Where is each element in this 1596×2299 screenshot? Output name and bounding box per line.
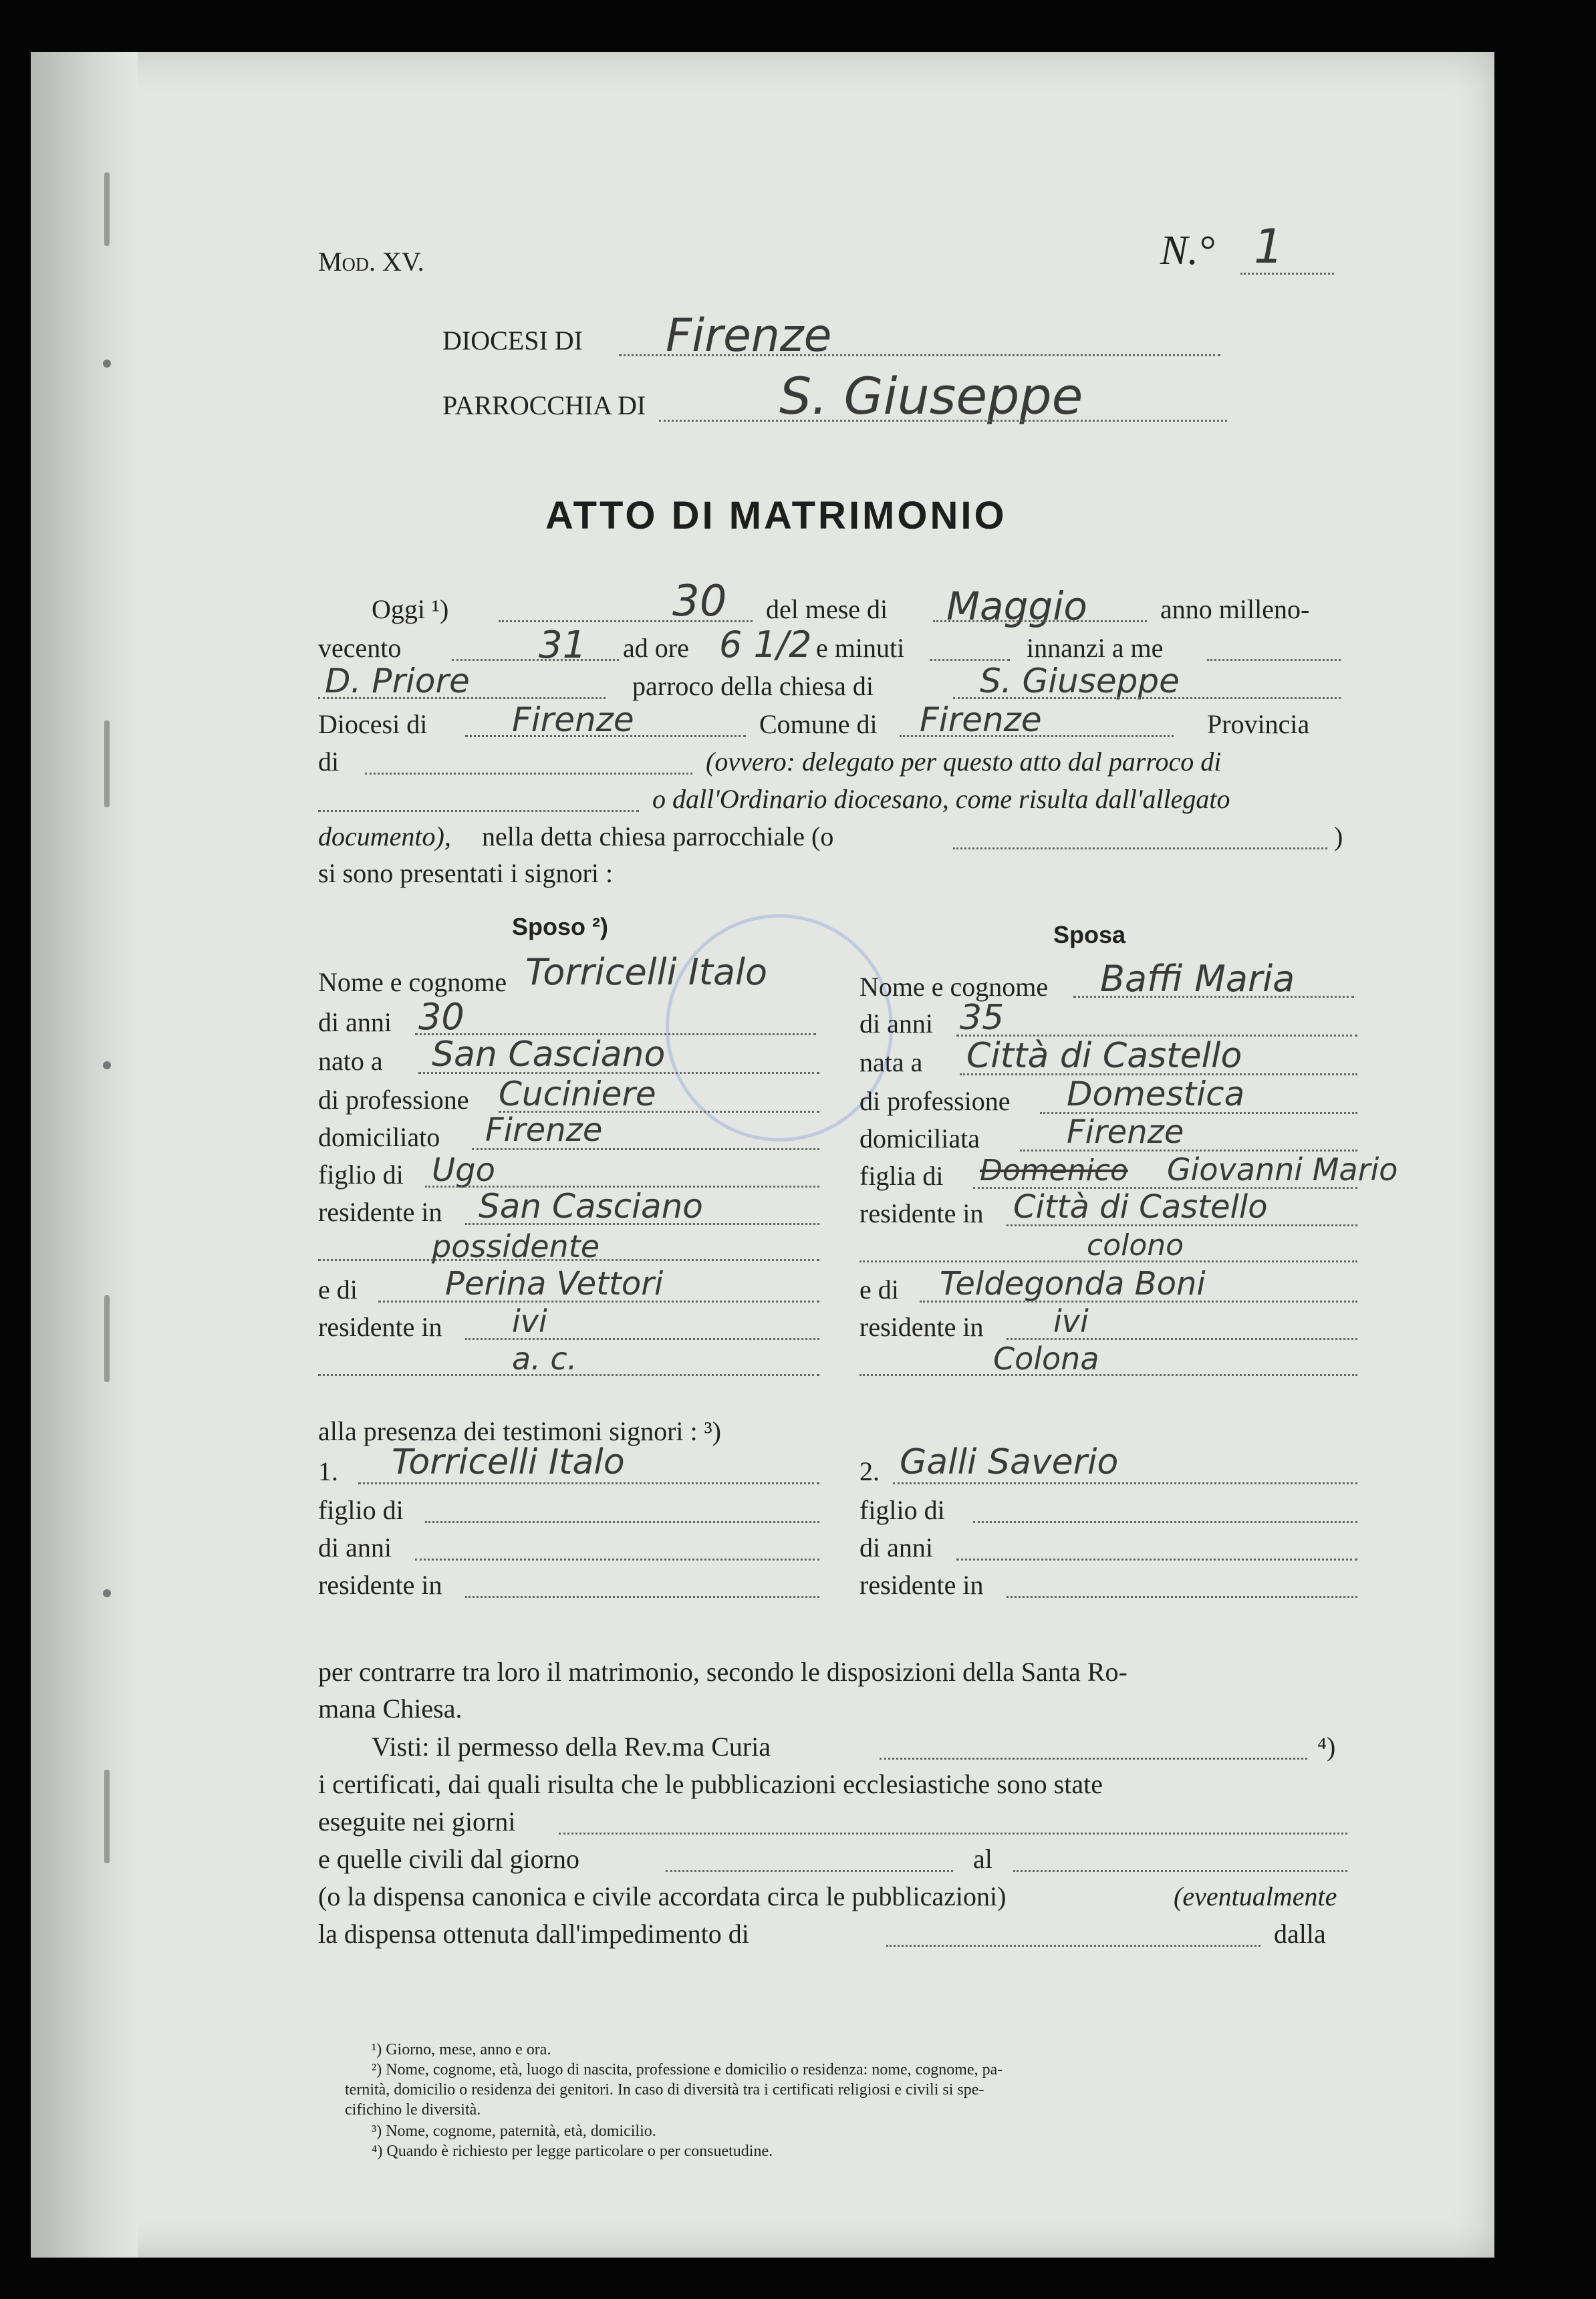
sposo-heading: Sposo ²) [512,913,608,940]
witness2-number: 2. [859,1456,880,1486]
number-label: N.° [1160,228,1215,273]
footnote-3: ³) Nome, cognome, paternità, età, domicilio. [372,2123,656,2140]
church-value: S. Giuseppe [980,662,1180,700]
sposa-father-note: colono [1087,1228,1184,1262]
sposo-res2: ivi [512,1303,547,1339]
binding-stitch [104,1295,110,1382]
sposa-mother-line [920,1301,1357,1303]
minutes-line [930,659,1010,661]
visti-label: Visti: il permesso della Rev.ma Curia [372,1732,771,1762]
innanzi-line [1207,659,1341,661]
diocese-label: DIOCESI DI [442,325,583,356]
sposo-mother: Perina Vettori [445,1265,664,1303]
civili-line [666,1870,953,1872]
witness2-figlio-line [973,1521,1357,1523]
body-line-4: eseguite nei giorni [318,1806,516,1837]
sposa-res2-label: residente in [859,1312,984,1342]
body-line-2: mana Chiesa. [318,1694,462,1724]
witness2-res-line [1007,1596,1357,1598]
diocese-value: Firenze [666,309,832,362]
sposo-prof: Cuciniere [499,1075,656,1113]
parish-stamp [666,914,893,1141]
sposo-age-label: di anni [318,1007,392,1037]
sposa-res2: ivi [1053,1303,1089,1339]
provincia-label: Provincia [1207,709,1310,739]
oggi-label: Oggi ¹) [372,594,449,624]
footnote-1: ¹) Giorno, mese, anno e ora. [372,2041,551,2058]
sposa-prof: Domestica [1067,1075,1245,1113]
sposa-res2-line [1007,1338,1357,1340]
sposo-mother-line [378,1301,819,1303]
ovvero-text: (ovvero: delegato per questo atto dal parroco di [706,747,1222,777]
church-line [953,697,1341,699]
close-paren: ) [1334,821,1343,851]
witness2-res-label: residente in [859,1570,984,1600]
hour-label: ad ore [623,633,689,663]
year-value: 31 [539,624,587,667]
witness1-figlio-line [425,1521,819,1523]
sposa-name-line [1073,996,1354,998]
parroco-label: parroco della chiesa di [632,671,874,701]
number-value: 1 [1254,219,1284,274]
hour-value: 6 1/2 [719,624,812,666]
sposo-res2-line [465,1338,819,1340]
sposa-father-label: figlia di [859,1161,944,1191]
model-label: Mod. XV. [318,247,424,277]
ordinario-line [318,810,639,812]
chiesa-line [953,847,1327,849]
day-value: 30 [672,577,727,626]
sposo-mother-label: e di [318,1274,358,1305]
sposa-mother-label: e di [859,1274,899,1305]
chiesa-text: nella detta chiesa parrocchiale (o [482,821,834,851]
body-line-6b: (eventualmente [1174,1881,1337,1911]
stitch-hole [103,1589,111,1597]
diocese-line [619,354,1220,356]
number-line [1240,273,1334,275]
stitch-hole [103,360,111,368]
footnote-2b: ternità, domicilio o residenza dei genitori. In caso di diversità tra i certificati religiosi e civili si spe- [345,2081,984,2099]
year-line [452,659,619,661]
footnote-2c: cifichino le diversità. [345,2101,481,2119]
sposo-age: 30 [418,996,464,1038]
sposo-dom: Firenze [485,1111,603,1149]
sposo-note2-line [318,1374,819,1376]
sposa-father: Giovanni Mario [1167,1152,1398,1188]
documento-text: documento), [318,821,451,851]
witness1-res-line [465,1596,819,1598]
sposa-age-label: di anni [859,1008,933,1039]
ordinario-text: o dall'Ordinario diocesano, come risulta dall'allegato [652,784,1230,814]
al-line [1013,1870,1347,1872]
priest-value: D. Priore [325,662,470,700]
sposo-father-note: possidente [432,1228,600,1264]
diocesi-label: Diocesi di [318,709,428,739]
footnote-2a: ²) Nome, cognome, età, luogo di nascita, professione e domicilio o residenza: nome, cognome, pa- [372,2061,1003,2078]
footnote-4: ⁴) Quando è richiesto per legge particolare o per consuetudine. [372,2143,773,2160]
sposa-age: 35 [960,998,1005,1038]
giorni-line [559,1833,1347,1835]
document-title: ATTO DI MATRIMONIO [545,494,1007,537]
sposa-born-label: nata a [859,1047,923,1077]
di-line [365,773,692,775]
sposo-res-line [465,1223,819,1225]
di-label: di [318,747,340,777]
minutes-label: e minuti [816,633,905,663]
visti-line [880,1758,1307,1760]
witness1-res-label: residente in [318,1570,442,1600]
witness2-name: Galli Saverio [900,1442,1119,1482]
sposo-born-label: nato a [318,1046,383,1076]
sposa-dom-label: domiciliata [859,1123,980,1154]
sposa-res-label: residente in [859,1198,984,1228]
sposo-father: Ugo [432,1152,495,1189]
comune-value: Firenze [920,700,1042,739]
sposo-name-label: Nome e cognome [318,967,507,997]
sposo-prof-label: di professione [318,1085,469,1115]
sposa-father-struck: Domenico [980,1154,1128,1188]
witness1-name: Torricelli Italo [392,1442,625,1482]
witness2-age-line [956,1559,1357,1561]
body-line-7: la dispensa ottenuta dall'impedimento di [318,1919,749,1949]
witness2-line [893,1482,1357,1484]
dalla-label: dalla [1274,1919,1326,1949]
witness1-age-line [415,1559,819,1561]
witness2-figlio-label: figlio di [859,1495,945,1525]
body-line-5: e quelle civili dal giorno [318,1844,579,1874]
sposo-born: San Casciano [432,1035,666,1075]
sposa-name-label: Nome e cognome [859,972,1049,1002]
sposa-res: Città di Castello [1013,1188,1268,1226]
al-label: al [973,1844,992,1874]
presentati-text: si sono presentati i signori : [318,858,614,888]
month-line [933,620,1147,622]
parish-value: S. Giuseppe [779,366,1083,426]
impedimento-line [886,1945,1260,1947]
month-label: del mese di [766,594,888,624]
witness1-figlio-label: figlio di [318,1495,404,1525]
sposa-name: Baffi Maria [1100,958,1295,1000]
witness1-number: 1. [318,1456,338,1486]
sposo-dom-label: domiciliato [318,1122,440,1152]
witness1-age-label: di anni [318,1532,392,1563]
diocesi-line [465,735,746,737]
diocesi-value: Firenze [512,700,634,739]
binding-stitch [104,172,110,246]
sposo-dom-line [472,1148,819,1150]
parish-label: PARROCCHIA DI [442,390,646,420]
sposa-born: Città di Castello [966,1036,1242,1076]
comune-label: Comune di [759,709,878,739]
sposa-res-line [1007,1224,1357,1226]
sposo-res-label: residente in [318,1197,442,1227]
sposo-name: Torricelli Italo [525,951,768,993]
witness2-age-label: di anni [859,1532,933,1563]
sposo-father-label: figlio di [318,1160,404,1190]
sposa-note2-line [859,1374,1357,1376]
body-line-1: per contrarre tra loro il matrimonio, secondo le disposizioni della Santa Ro- [318,1657,1127,1687]
month-value: Maggio [946,583,1087,629]
sposa-mother: Teldegonda Boni [940,1265,1206,1303]
binding-edge [31,52,138,2258]
sposo-born-line [418,1072,819,1074]
document-page [31,52,1494,2258]
priest-line [318,697,606,699]
witness1-line [358,1482,819,1484]
sposo-res: San Casciano [479,1187,703,1226]
binding-stitch [104,1770,110,1863]
innanzi-label: innanzi a me [1027,633,1164,663]
body-line-3: i certificati, dai quali risulta che le pubblicazioni ecclesiastiche sono state [318,1769,1103,1799]
sposa-prof-label: di professione [859,1086,1011,1116]
visti-note: ⁴) [1317,1732,1336,1762]
sposa-mother-note: Colona [993,1341,1099,1377]
sposa-dom: Firenze [1067,1113,1184,1151]
sposo-mother-note: a. c. [512,1341,577,1377]
sposo-note-line [318,1259,819,1261]
body-line-6a: (o la dispensa canonica e civile accordata circa le pubblicazioni) [318,1881,1007,1911]
sposo-res2-label: residente in [318,1312,442,1342]
stitch-hole [103,1061,111,1069]
vecento-label: vecento [318,633,402,663]
year-label: anno milleno- [1160,594,1310,624]
sposa-heading: Sposa [1053,921,1126,948]
comune-line [900,735,1174,737]
sposa-note-line [859,1260,1357,1262]
parish-line [659,420,1227,422]
binding-stitch [104,720,110,807]
witnesses-intro: alla presenza dei testimoni signori : ³) [318,1416,721,1446]
